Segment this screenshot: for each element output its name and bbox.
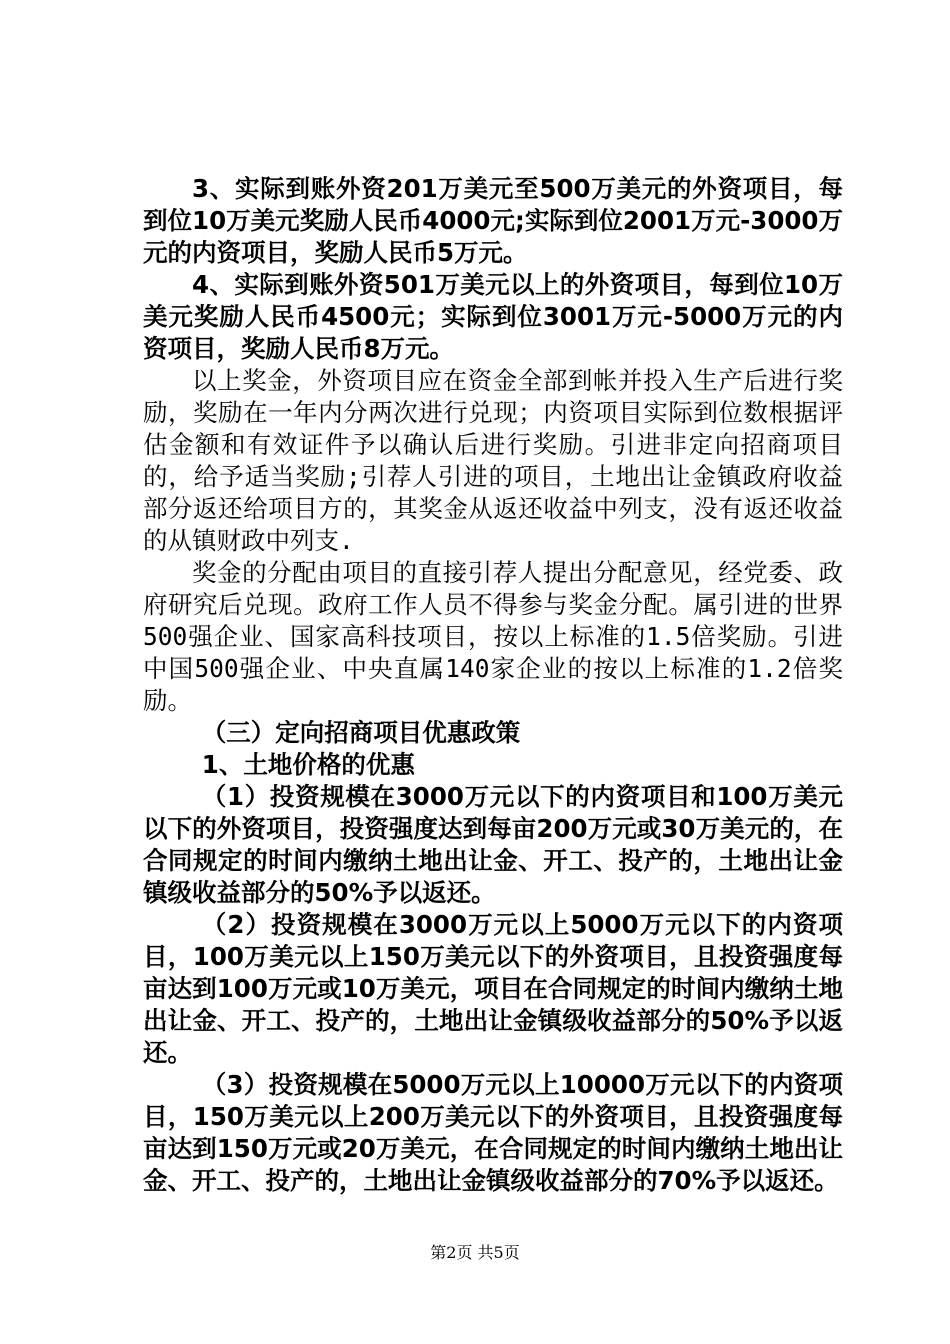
paragraph-land-policy-2: （2）投资规模在3000万元以上5000万元以下的内资项目，100万美元以上150万美元以下的外资项目，且投资强度每亩达到100万元或10万美元，项目在合同规定的时间内缴纳土地出让金、开工、投产的，土地出让金镇级收益部分的50%予以返还。 (143, 910, 843, 1067)
paragraph-reward-tier-4: 4、实际到账外资501万美元以上的外资项目，每到位10万美元奖励人民币4500元；实际到位3001万元-5000万元的内资项目，奖励人民币8万元。 (143, 270, 843, 363)
paragraph-land-policy-3: （3）投资规模在5000万元以上10000万元以下的内资项目，150万美元以上200万美元以下的外资项目，且投资强度每亩达到150万元或20万美元，在合同规定的时间内缴纳土地出让金、开工、投产的，土地出让金镇级收益部分的70%予以返还。 (143, 1070, 843, 1195)
paragraph-reward-payment: 以上奖金，外资项目应在资金全部到帐并投入生产后进行奖励，奖励在一年内分两次进行兑现；内资项目实际到位数根据评估金额和有效证件予以确认后进行奖励。引进非定向招商项目的，给予适当奖励;引荐人引进的项目，土地出让金镇政府收益部分返还给项目方的，其奖金从返还收益中列支，没有返还收益的从镇财政中列支. (143, 366, 843, 555)
paragraph-reward-tier-3: 3、实际到账外资201万美元至500万美元的外资项目，每到位10万美元奖励人民币4000元;实际到位2001万元-3000万元的内资项目，奖励人民币5万元。 (143, 174, 843, 267)
document-body (143, 173, 843, 1197)
page-number-footer: 第2页 共5页 (430, 1243, 520, 1262)
paragraph-reward-distribution: 奖金的分配由项目的直接引荐人提出分配意见，经党委、政府研究后兑现。政府工作人员不得参与奖金分配。属引进的世界500强企业、国家高科技项目，按以上标准的1.5倍奖励。引进中国500强企业、中央直属140家企业的按以上标准的1.2倍奖励。 (143, 558, 843, 715)
section-heading-targeted-investment: （三）定向招商项目优惠政策 (201, 718, 521, 747)
paragraph-land-policy-1: （1）投资规模在3000万元以下的内资项目和100万美元以下的外资项目，投资强度达到每亩200万元或30万美元的，在合同规定的时间内缴纳土地出让金、开工、投产的，土地出让金镇级收益部分的50%予以返还。 (143, 782, 843, 907)
subsection-heading-land-price: 1、土地价格的优惠 (201, 750, 415, 779)
